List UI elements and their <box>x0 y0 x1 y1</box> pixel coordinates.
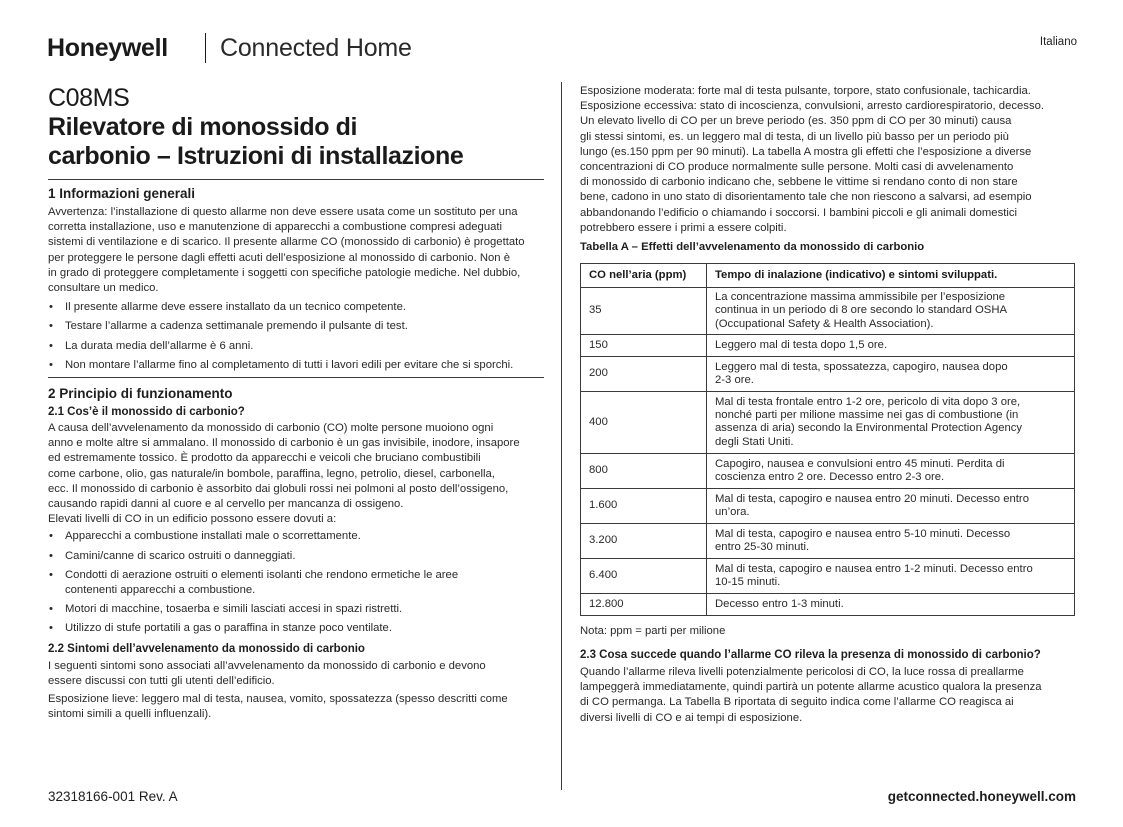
text-line: Esposizione moderata: forte mal di testa pulsante, torpore, stato confusionale, tachicardia. <box>580 85 1031 97</box>
text-line: sistemi di ventilazione e di scarico. Il presente allarme CO (monossido di carbonio) è progettato <box>48 236 525 249</box>
exposure-paragraph <box>580 84 1075 236</box>
model-number: C08MS <box>48 84 130 112</box>
table-row <box>581 391 1075 453</box>
document-number: 32318166-001 Rev. A <box>48 789 178 804</box>
text-line: I seguenti sintomi sono associati all’avvelenamento da monossido di carbonio e devono <box>48 659 486 672</box>
title-rule <box>48 179 544 180</box>
title-line: carbonio – Istruzioni di installazione <box>48 142 464 170</box>
table-row <box>581 523 1075 558</box>
table-row <box>581 558 1075 593</box>
co-description-paragraph <box>48 421 544 527</box>
list-item: • Motori di macchine, tosaerba e simili lasciati accesi in spazi ristretti. <box>49 603 403 616</box>
left-column <box>48 84 544 722</box>
table-row <box>581 334 1075 356</box>
symptoms-cell: Mal di testa, capogiro e nausea entro 1-2 minuti. Decesso entro 10-15 minuti. <box>707 558 1075 593</box>
text-line: per proteggere le persone dagli effetti acuti dell’esposizione al monossido di carbonio. Non è <box>48 251 510 264</box>
symptoms-cell: Mal di testa, capogiro e nausea entro 20 minuti. Decesso entro un’ora. <box>707 488 1075 523</box>
logo-separator <box>205 33 206 63</box>
section-heading: 1 Informazioni generali <box>48 186 196 201</box>
ppm-cell: 200 <box>581 356 707 391</box>
text-line: Un elevato livello di CO per un breve periodo (es. 350 ppm di CO per 30 minuti) causa <box>580 115 1012 128</box>
text-line: anno e molte altre si ammalano. Il monossido di carbonio è un gas invisibile, inodore, insapore <box>48 437 520 450</box>
ppm-cell: 800 <box>581 453 707 488</box>
text-line: consultare un medico. <box>48 282 159 295</box>
symptoms-cell: Leggero mal di testa dopo 1,5 ore. <box>707 334 1075 356</box>
brand-subtitle: Connected Home <box>220 34 412 62</box>
table-row <box>581 288 1075 335</box>
text-line: come carbone, olio, gas naturale/in bombole, paraffina, legno, petrolio, diesel, carbonella, <box>48 467 495 480</box>
co-causes-list <box>48 529 544 636</box>
table-row <box>581 593 1075 615</box>
symptoms-cell: Leggero mal di testa, spossatezza, capogiro, nausea dopo 2-3 ore. <box>707 356 1075 391</box>
text-line: sintomi simili a quelli influenzali). <box>48 708 212 721</box>
text-line: lungo (es.150 ppm per 90 minuti). La tabella A mostra gli effetti che l’esposizione a diverse <box>580 145 1032 158</box>
text-line: essere discussi con tutti gli utenti dell’edificio. <box>48 674 275 687</box>
text-line: causando rapidi danni al cuore e al cervello per mancanza di ossigeno. <box>48 498 404 511</box>
honeywell-logo: Honeywell <box>47 34 168 62</box>
website-link[interactable]: getconnected.honeywell.com <box>887 789 1076 804</box>
subsection-heading: 2.3 Cosa succede quando l’allarme CO rileva la presenza di monossido di carbonio? <box>580 649 1041 662</box>
table-header-cell: Tempo di inalazione (indicativo) e sintomi sviluppati. <box>707 264 1075 288</box>
list-item: • Testare l’allarme a cadenza settimanale premendo il pulsante di test. <box>49 320 408 333</box>
column-divider <box>561 82 562 790</box>
text-line: Esposizione lieve: leggero mal di testa, nausea, vomito, spossatezza (spesso descritti come <box>48 693 508 706</box>
co-effects-table <box>580 263 1075 616</box>
document-title <box>48 113 544 171</box>
mild-exposure-paragraph <box>48 692 544 722</box>
ppm-cell: 1.600 <box>581 488 707 523</box>
text-line: ecc. Il monossido di carbonio è assorbito dai globuli rossi nei polmoni al posto dell’ossigeno, <box>48 482 509 495</box>
text-line: diversi livelli di CO e ai tempi di esposizione. <box>580 711 803 724</box>
text-line: A causa dell’avvelenamento da monossido di carbonio (CO) molte persone muoiono ogni <box>48 422 494 435</box>
text-line: in grado di proteggere completamente i soggetti con specifiche patologie mediche. Nel dubbio, <box>48 266 521 279</box>
symptoms-cell: La concentrazione massima ammissibile per l’esposizione continua in un periodo di 8 ore secondo lo standard OSHA (Occupational Safety & Health Association). <box>707 288 1075 335</box>
language-label: Italiano <box>1039 36 1077 48</box>
list-item: • Non montare l’allarme fino al completamento di tutti i lavori edili per evitare che si sporchi. <box>49 358 514 371</box>
list-item: • Il presente allarme deve essere installato da un tecnico competente. <box>49 301 406 314</box>
page-header <box>47 32 1077 66</box>
symptoms-cell: Capogiro, nausea e convulsioni entro 45 minuti. Perdita di coscienza entro 2 ore. Decesso entro 2-3 ore. <box>707 453 1075 488</box>
table-row <box>581 488 1075 523</box>
text-line: Elevati livelli di CO in un edificio possono essere dovuti a: <box>48 513 337 526</box>
table-row <box>581 356 1075 391</box>
text-line: corretta installazione, uso e manutenzione di apparecchi a combustione compresi adeguati <box>48 221 503 234</box>
table-header-cell: CO nell’aria (ppm) <box>581 264 707 288</box>
text-line: Esposizione eccessiva: stato di incoscienza, convulsioni, arresto cardiorespiratorio, decesso. <box>580 100 1045 113</box>
list-item: • Camini/canne di scarico ostruiti o danneggiati. <box>49 549 296 562</box>
ppm-cell: 12.800 <box>581 593 707 615</box>
section-heading: 2 Principio di funzionamento <box>48 386 233 402</box>
text-line: ed estremamente tossico. È prodotto da apparecchi e veicoli che bruciano combustibili <box>48 452 481 465</box>
table-note: Nota: ppm = parti per milione <box>580 624 726 637</box>
ppm-cell: 3.200 <box>581 523 707 558</box>
symptoms-cell: Mal di testa, capogiro e nausea entro 5-10 minuti. Decesso entro 25-30 minuti. <box>707 523 1075 558</box>
general-info-list <box>48 300 544 373</box>
section-rule <box>48 377 544 378</box>
text-line: lampeggerà immediatamente, quindi partirà un potente allarme acustico qualora la presenza <box>580 681 1042 694</box>
subsection-heading: 2.1 Cos’è il monossido di carbonio? <box>48 406 245 419</box>
subsection-heading: 2.2 Sintomi dell’avvelenamento da monossido di carbonio <box>48 642 365 655</box>
text-line: Quando l’allarme rileva livelli potenzialmente pericolosi di CO, la luce rossa di preallarme <box>580 666 1024 679</box>
symptoms-cell: Decesso entro 1-3 minuti. <box>707 593 1075 615</box>
alarm-behaviour-paragraph <box>580 665 1075 726</box>
table-header-row <box>581 264 1075 288</box>
ppm-cell: 6.400 <box>581 558 707 593</box>
ppm-cell: 35 <box>581 288 707 335</box>
ppm-cell: 400 <box>581 391 707 453</box>
text-line: Avvertenza: l’installazione di questo allarme non deve essere usata come un sostituto per una <box>48 206 518 218</box>
text-line: abbandonando l’edificio o chiamando i soccorsi. I bambini piccoli e gli animali domestici <box>580 206 1018 219</box>
list-item: • Utilizzo di stufe portatili a gas o paraffina in stanze poco ventilate. <box>49 622 392 635</box>
text-line: concentrazioni di CO produce normalmente sulle persone. Molti casi di avvelenamento <box>580 161 1014 174</box>
list-item: • La durata media dell’allarme è 6 anni. <box>49 339 254 352</box>
text-line: di monossido di carbonio indicano che, sebbene le vittime si rendano conto di non stare <box>580 176 1018 189</box>
text-line: potrebbero essere i primi a essere colpiti. <box>580 221 787 234</box>
title-line: Rilevatore di monossido di <box>48 113 358 141</box>
text-line: bene, cadono in uno stato di disorientamento tale che non riescono a salvarsi, ad esempio <box>580 191 1032 204</box>
right-column <box>580 84 1075 726</box>
text-line: gli stessi sintomi, es. un leggero mal di testa, di un livello più basso per un periodo più <box>580 130 1009 143</box>
warning-paragraph <box>48 205 544 296</box>
list-item: • Condotti di aerazione ostruiti o elementi isolanti che rendono ermetiche le aree contenenti apparecchi a combustione. <box>49 568 459 597</box>
table-row <box>581 453 1075 488</box>
text-line: di CO permanga. La Tabella B riportata di seguito indica come l’allarme CO reagisca ai <box>580 696 1014 709</box>
ppm-cell: 150 <box>581 334 707 356</box>
table-caption: Tabella A – Effetti dell’avvelenamento da monossido di carbonio <box>580 241 925 254</box>
list-item: • Apparecchi a combustione installati male o scorrettamente. <box>49 530 361 543</box>
symptoms-paragraph <box>48 659 544 689</box>
symptoms-cell: Mal di testa frontale entro 1-2 ore, pericolo di vita dopo 3 ore, nonché parti per milione massime nei gas di combustione (in assenza di aria) secondo la Environmental Protection Agency degli Stati Uniti. <box>707 391 1075 453</box>
